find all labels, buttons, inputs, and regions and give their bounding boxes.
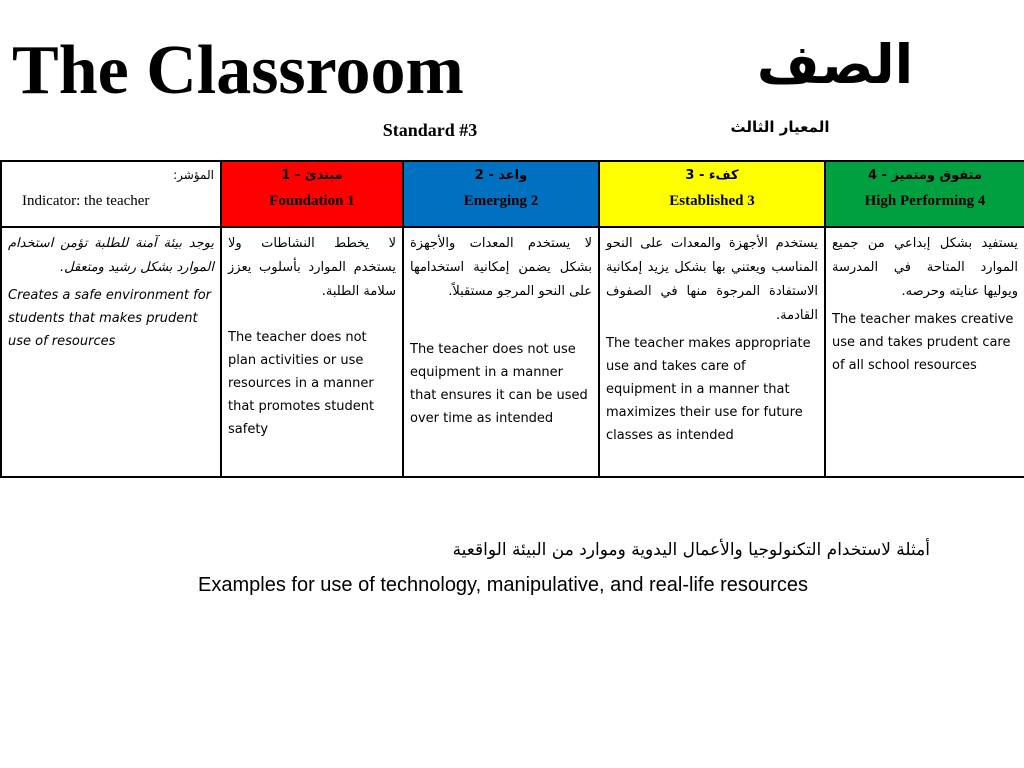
high-performing-description-cell [825, 227, 1024, 477]
level-label-english: Emerging 2 [463, 193, 539, 209]
description-arabic: يستفيد بشكل إبداعي من جميع الموارد المتاحة في المدرسة ويوليها عنايته وحرصه. [832, 236, 1018, 299]
indicator-header-english: Indicator: the teacher [22, 193, 150, 209]
examples-heading-arabic: أمثلة لاستخدام التكنولوجيا والأعمال اليدوية وموارد من البيئة الواقعية [452, 540, 930, 560]
description-english: The teacher does not use equipment in a manner that ensures it can be used over time as intended [410, 342, 588, 426]
rubric-content-row [1, 227, 1024, 477]
level-label-english: Foundation 1 [269, 193, 355, 209]
level-label-arabic: مبتدئ - 1 [281, 168, 343, 183]
level-header-foundation [221, 161, 403, 227]
foundation-description-cell [221, 227, 403, 477]
page-title: The Classroom [12, 32, 464, 109]
level-label-english: Established 3 [669, 193, 755, 209]
indicator-header-arabic: المؤشر: [173, 168, 214, 182]
rubric-table [0, 160, 1024, 478]
page-title-arabic: الصف [756, 33, 914, 96]
established-description-cell [599, 227, 825, 477]
examples-heading-english: Examples for use of technology, manipulative, and real-life resources [198, 574, 808, 596]
description-arabic: لا يخطط النشاطات ولا يستخدم الموارد بأسلوب يعزز سلامة الطلبة. [228, 236, 396, 299]
indicator-description-english: Creates a safe environment for students that makes prudent use of resources [8, 288, 212, 349]
level-header-established [599, 161, 825, 227]
indicator-description-arabic: يوجد بيئة آمنة للطلبة تؤمن استخدام الموارد بشكل رشيد ومتعقل. [8, 236, 214, 275]
indicator-header-cell [1, 161, 221, 227]
indicator-description-cell [1, 227, 221, 477]
description-arabic: لا يستخدم المعدات والأجهزة بشكل يضمن إمكانية استخدامها على النحو المرجو مستقبلاً. [410, 236, 592, 299]
level-label-arabic: كفء - 3 [685, 168, 739, 183]
level-label-english: High Performing 4 [864, 193, 986, 209]
description-english: The teacher makes appropriate use and takes care of equipment in a manner that maximizes their use for future classes as intended [606, 336, 811, 443]
description-english: The teacher makes creative use and takes prudent care of all school resources [832, 312, 1014, 373]
standard-label-arabic: المعيار الثالث [730, 118, 830, 136]
level-label-arabic: واعد - 2 [474, 168, 528, 183]
standard-label: Standard #3 [382, 120, 478, 140]
emerging-description-cell [403, 227, 599, 477]
rubric-header-row [1, 161, 1024, 227]
level-header-high-performing [825, 161, 1024, 227]
level-header-emerging [403, 161, 599, 227]
description-english: The teacher does not plan activities or use resources in a manner that promotes student safety [228, 330, 375, 437]
level-label-arabic: متفوق ومتميز - 4 [867, 168, 983, 183]
description-arabic: يستخدم الأجهزة والمعدات على النحو المناسب ويعتني بها بشكل يزيد إمكانية الاستفادة المرجوة منها في الصفوف القادمة. [606, 236, 818, 323]
